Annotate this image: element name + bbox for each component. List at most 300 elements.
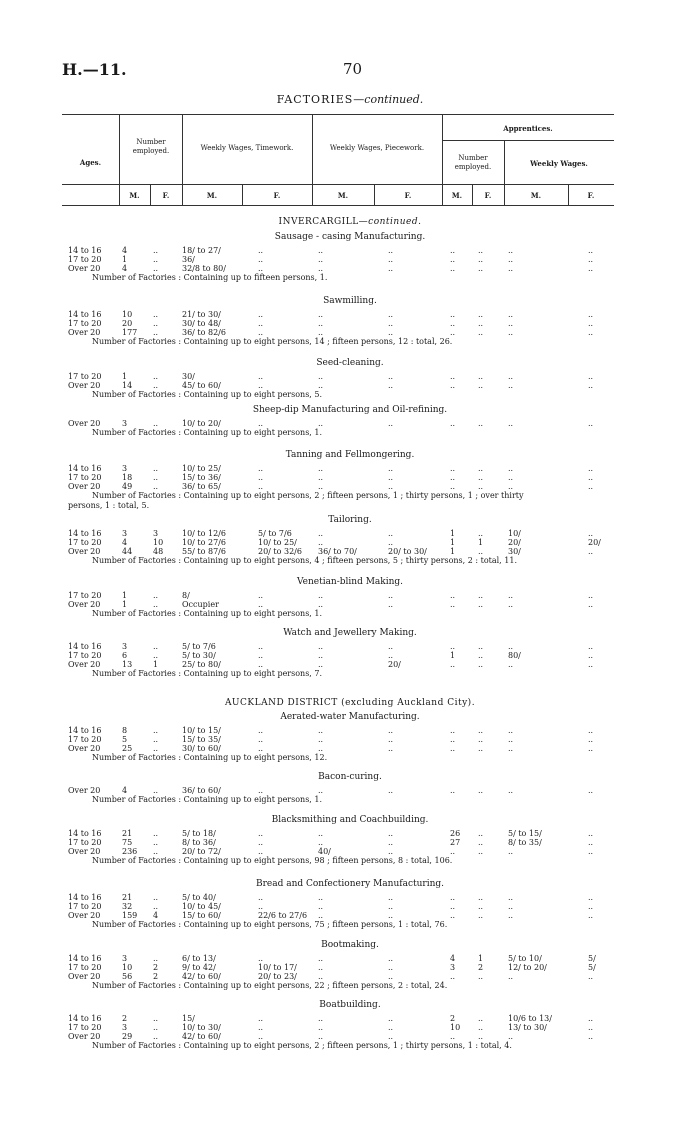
cell-timework-m: 30/ [182, 372, 195, 381]
cell-number-f: .. [153, 744, 159, 753]
cell-apprentice-wages-f: 20/ [588, 538, 601, 547]
cell-timework-m: 10/ to 20/ [182, 419, 221, 428]
cell-apprentice-number-f: .. [478, 786, 484, 795]
cell-number-m: 10 [122, 963, 133, 972]
cell-apprentice-wages-m: .. [508, 735, 514, 744]
cell-piecework-f: .. [388, 591, 394, 600]
cell-apprentice-number-f: .. [478, 255, 484, 264]
cell-timework-f: .. [258, 642, 264, 651]
cell-timework-m: 5/ to 18/ [182, 829, 216, 838]
factories-note: Number of Factories : Containing up to eight persons, 4 ; fifteen persons, 5 ; thirty persons, 2 : total, 11. [92, 556, 517, 565]
cell-apprentice-number-m: .. [450, 642, 456, 651]
cell-timework-m: 45/ to 60/ [182, 381, 221, 390]
cell-apprentice-wages-f: .. [588, 829, 594, 838]
cell-apprentice-wages-f: .. [588, 902, 594, 911]
cell-age: Over 20 [68, 744, 101, 753]
cell-timework-m: 55/ to 87/6 [182, 547, 226, 556]
cell-number-f: .. [153, 902, 159, 911]
table-row [0, 319, 700, 328]
cell-apprentice-wages-f: 5/ [588, 954, 596, 963]
section-title: Tailoring. [328, 515, 372, 525]
cell-number-m: 10 [122, 310, 133, 319]
cell-timework-f: .. [258, 651, 264, 660]
cell-piecework-f: .. [388, 419, 394, 428]
cell-timework-m: 10/ to 12/6 [182, 529, 226, 538]
cell-age: 17 to 20 [68, 838, 102, 847]
factories-note: Number of Factories : Containing up to eight persons, 14 ; fifteen persons, 12 : total, 26. [92, 337, 453, 346]
cell-age: Over 20 [68, 911, 101, 920]
cell-apprentice-number-f: .. [478, 838, 484, 847]
cell-apprentice-wages-m: .. [508, 744, 514, 753]
cell-apprentice-number-f: .. [478, 310, 484, 319]
cell-piecework-m: .. [318, 328, 324, 337]
cell-timework-f: 5/ to 7/6 [258, 529, 292, 538]
cell-timework-f: .. [258, 660, 264, 669]
cell-apprentice-wages-m: .. [508, 319, 514, 328]
cell-apprentice-wages-f: .. [588, 529, 594, 538]
cell-timework-m: 30/ to 60/ [182, 744, 221, 753]
cell-apprentice-wages-m: .. [508, 372, 514, 381]
cell-timework-f: .. [258, 328, 264, 337]
cell-number-m: 20 [122, 319, 133, 328]
cell-piecework-m: .. [318, 838, 324, 847]
cell-apprentice-wages-m: .. [508, 660, 514, 669]
sheet-title-cont: —continued. [353, 93, 424, 106]
section-title: Seed-cleaning. [316, 358, 384, 368]
table-row [0, 464, 700, 473]
cell-apprentice-number-m: 3 [450, 963, 456, 972]
cell-apprentice-number-f: .. [478, 1014, 484, 1023]
cell-apprentice-number-m: 27 [450, 838, 461, 847]
cell-timework-f: .. [258, 829, 264, 838]
page-id: H.—11. [62, 60, 127, 79]
cell-apprentice-number-f: .. [478, 829, 484, 838]
cell-piecework-m: 36/ to 70/ [318, 547, 357, 556]
cell-apprentice-number-m: 4 [450, 954, 456, 963]
cell-apprentice-number-f: .. [478, 651, 484, 660]
cell-apprentice-wages-f: .. [588, 911, 594, 920]
cell-piecework-f: .. [388, 1023, 394, 1032]
table-row [0, 829, 700, 838]
cell-number-f: .. [153, 264, 159, 273]
cell-timework-m: 5/ to 40/ [182, 893, 216, 902]
cell-piecework-m: .. [318, 726, 324, 735]
table-row [0, 735, 700, 744]
cell-number-f: .. [153, 838, 159, 847]
cell-apprentice-number-m: .. [450, 328, 456, 337]
cell-apprentice-number-m: .. [450, 381, 456, 390]
factories-note: Number of Factories : Containing up to eight persons, 12. [92, 753, 328, 762]
cell-timework-m: 5/ to 30/ [182, 651, 216, 660]
cell-timework-m: 20/ to 72/ [182, 847, 221, 856]
factories-note: Number of Factories : Containing up to fifteen persons, 1. [92, 273, 328, 282]
cell-apprentice-wages-m: 5/ to 10/ [508, 954, 542, 963]
table-row [0, 600, 700, 609]
cell-apprentice-wages-f: 5/ [588, 963, 596, 972]
cell-piecework-f: .. [388, 310, 394, 319]
cell-timework-f: .. [258, 464, 264, 473]
cell-number-f: .. [153, 381, 159, 390]
cell-number-f: .. [153, 473, 159, 482]
cell-timework-f: .. [258, 246, 264, 255]
cell-age: Over 20 [68, 264, 101, 273]
cell-number-f: .. [153, 893, 159, 902]
cell-apprentice-wages-f: .. [588, 1023, 594, 1032]
cell-timework-f: .. [258, 255, 264, 264]
cell-timework-f: .. [258, 954, 264, 963]
cell-apprentice-wages-m: .. [508, 328, 514, 337]
cell-apprentice-wages-m: .. [508, 246, 514, 255]
cell-number-m: 159 [122, 911, 138, 920]
cell-piecework-f: .. [388, 744, 394, 753]
cell-age: 17 to 20 [68, 591, 102, 600]
cell-number-m: 3 [122, 642, 128, 651]
col-apprentices: Apprentices. [503, 124, 553, 133]
cell-age: 14 to 16 [68, 310, 102, 319]
cell-piecework-m: .. [318, 538, 324, 547]
cell-age: Over 20 [68, 1032, 101, 1041]
cell-piecework-f: .. [388, 902, 394, 911]
cell-age: 14 to 16 [68, 726, 102, 735]
cell-apprentice-wages-f: .. [588, 786, 594, 795]
cell-timework-m: 10/ to 15/ [182, 726, 221, 735]
cell-apprentice-wages-f: .. [588, 660, 594, 669]
table-row [0, 255, 700, 264]
cell-apprentice-number-f: 1 [478, 538, 484, 547]
cell-piecework-m: .. [318, 893, 324, 902]
cell-apprentice-wages-m: 5/ to 15/ [508, 829, 542, 838]
cell-number-m: 44 [122, 547, 133, 556]
cell-piecework-m: .. [318, 264, 324, 273]
cell-timework-m: 10/ to 25/ [182, 464, 221, 473]
cell-number-m: 1 [122, 591, 128, 600]
cell-apprentice-number-m: 10 [450, 1023, 461, 1032]
cell-piecework-m: .. [318, 319, 324, 328]
cell-piecework-f: .. [388, 482, 394, 491]
cell-number-f: .. [153, 1023, 159, 1032]
cell-timework-m: 6/ to 13/ [182, 954, 216, 963]
cell-number-f: .. [153, 319, 159, 328]
cell-number-f: .. [153, 464, 159, 473]
cell-apprentice-number-f: .. [478, 1032, 484, 1041]
cell-number-f: .. [153, 642, 159, 651]
cell-age: 14 to 16 [68, 1014, 102, 1023]
cell-piecework-m: .. [318, 372, 324, 381]
cell-apprentice-number-f: .. [478, 660, 484, 669]
cell-piecework-m: .. [318, 473, 324, 482]
cell-apprentice-number-m: .. [450, 972, 456, 981]
district-cont: —continued. [358, 217, 422, 227]
cell-piecework-m: .. [318, 954, 324, 963]
sheet-title [0, 93, 700, 106]
cell-number-f: .. [153, 829, 159, 838]
cell-apprentice-number-f: .. [478, 911, 484, 920]
cell-piecework-f: .. [388, 651, 394, 660]
sub-f: F. [484, 191, 492, 200]
cell-apprentice-wages-m: 8/ to 35/ [508, 838, 542, 847]
table-row [0, 372, 700, 381]
section-title: Blacksmithing and Coachbuilding. [271, 815, 429, 825]
table-row [0, 838, 700, 847]
table-row [0, 419, 700, 428]
cell-age: 17 to 20 [68, 902, 102, 911]
table-row [0, 538, 700, 547]
cell-apprentice-wages-f: .. [588, 482, 594, 491]
cell-apprentice-number-m: .. [450, 310, 456, 319]
table-row [0, 310, 700, 319]
cell-age: 17 to 20 [68, 255, 102, 264]
cell-piecework-m: .. [318, 381, 324, 390]
cell-apprentice-wages-f: .. [588, 246, 594, 255]
cell-piecework-f: .. [388, 1032, 394, 1041]
sub-f: F. [162, 191, 170, 200]
cell-timework-f: .. [258, 1032, 264, 1041]
col-ages: Ages. [79, 158, 102, 167]
cell-number-m: 4 [122, 538, 128, 547]
cell-apprentice-number-m: 26 [450, 829, 461, 838]
district-heading [0, 217, 700, 227]
cell-number-m: 2 [122, 1014, 128, 1023]
cell-apprentice-number-f: .. [478, 529, 484, 538]
factories-note-continued: persons, 1 : total, 5. [68, 501, 150, 510]
cell-apprentice-wages-f: .. [588, 328, 594, 337]
factories-note: Number of Factories : Containing up to eight persons, 2 ; fifteen persons, 1 ; thirty persons, 1 : total, 4. [92, 1041, 512, 1050]
cell-number-f: 2 [153, 963, 159, 972]
district-heading: AUCKLAND DISTRICT (excluding Auckland City). [224, 698, 476, 708]
cell-timework-m: 8/ [182, 591, 190, 600]
cell-number-m: 177 [122, 328, 138, 337]
cell-apprentice-number-m: .. [450, 1032, 456, 1041]
cell-piecework-m: .. [318, 419, 324, 428]
cell-piecework-m: .. [318, 911, 324, 920]
cell-number-m: 32 [122, 902, 133, 911]
cell-piecework-m: .. [318, 829, 324, 838]
cell-age: Over 20 [68, 381, 101, 390]
cell-apprentice-wages-f: .. [588, 893, 594, 902]
cell-apprentice-wages-f: .. [588, 264, 594, 273]
cell-piecework-m: .. [318, 591, 324, 600]
cell-apprentice-wages-m: .. [508, 419, 514, 428]
cell-apprentice-number-m: 2 [450, 1014, 456, 1023]
cell-apprentice-wages-m: 12/ to 20/ [508, 963, 547, 972]
cell-apprentice-wages-m: .. [508, 473, 514, 482]
cell-timework-f: .. [258, 786, 264, 795]
cell-apprentice-wages-m: 13/ to 30/ [508, 1023, 547, 1032]
cell-piecework-m: .. [318, 651, 324, 660]
cell-timework-f: .. [258, 1014, 264, 1023]
cell-apprentice-wages-f: .. [588, 642, 594, 651]
cell-apprentice-number-m: .. [450, 464, 456, 473]
cell-number-f: .. [153, 246, 159, 255]
cell-apprentice-wages-f: .. [588, 473, 594, 482]
cell-apprentice-number-m: .. [450, 246, 456, 255]
table-row [0, 246, 700, 255]
cell-piecework-f: .. [388, 726, 394, 735]
cell-apprentice-number-m: .. [450, 473, 456, 482]
cell-timework-m: 10/ to 27/6 [182, 538, 226, 547]
factories-note: Number of Factories : Containing up to eight persons, 1. [92, 428, 323, 437]
table-row [0, 902, 700, 911]
col-number-employed: Number employed. [132, 138, 170, 155]
table-row [0, 972, 700, 981]
cell-apprentice-number-f: .. [478, 464, 484, 473]
cell-number-m: 3 [122, 1023, 128, 1032]
cell-timework-m: 42/ to 60/ [182, 972, 221, 981]
cell-timework-f: .. [258, 264, 264, 273]
cell-number-f: 3 [153, 529, 159, 538]
sub-f: F. [273, 191, 281, 200]
cell-piecework-m: .. [318, 464, 324, 473]
cell-piecework-f: .. [388, 893, 394, 902]
cell-apprentice-number-f: .. [478, 642, 484, 651]
cell-age: Over 20 [68, 482, 101, 491]
cell-timework-m: 36/ to 60/ [182, 786, 221, 795]
section-title: Tanning and Fellmongering. [285, 450, 415, 460]
cell-timework-m: 15/ to 35/ [182, 735, 221, 744]
cell-piecework-f: .. [388, 786, 394, 795]
cell-age: 17 to 20 [68, 538, 102, 547]
cell-age: Over 20 [68, 972, 101, 981]
cell-piecework-f: .. [388, 246, 394, 255]
cell-number-f: .. [153, 482, 159, 491]
cell-number-f: .. [153, 847, 159, 856]
cell-timework-f: 10/ to 17/ [258, 963, 297, 972]
cell-apprentice-wages-f: .. [588, 419, 594, 428]
sub-m: M. [451, 191, 463, 200]
cell-age: Over 20 [68, 547, 101, 556]
section-title: Sheep-dip Manufacturing and Oil-refining. [252, 405, 448, 415]
table-row [0, 473, 700, 482]
cell-apprentice-wages-m: .. [508, 972, 514, 981]
cell-timework-f: .. [258, 591, 264, 600]
cell-age: 17 to 20 [68, 651, 102, 660]
cell-timework-m: 36/ [182, 255, 195, 264]
cell-piecework-f: .. [388, 264, 394, 273]
cell-piecework-f: .. [388, 538, 394, 547]
cell-piecework-m: .. [318, 735, 324, 744]
cell-apprentice-wages-f: .. [588, 1032, 594, 1041]
col-weekly-piecework: Weekly Wages, Piecework. [329, 144, 425, 152]
cell-apprentice-number-f: .. [478, 264, 484, 273]
cell-piecework-f: .. [388, 255, 394, 264]
section-title: Boatbuilding. [319, 1000, 381, 1010]
cell-timework-m: 30/ to 48/ [182, 319, 221, 328]
cell-number-m: 75 [122, 838, 133, 847]
cell-apprentice-wages-m: .. [508, 255, 514, 264]
cell-apprentice-number-m: .. [450, 264, 456, 273]
cell-piecework-m: .. [318, 902, 324, 911]
table-row [0, 847, 700, 856]
factories-note: Number of Factories : Containing up to eight persons, 22 ; fifteen persons, 2 : total, 24. [92, 981, 448, 990]
cell-age: Over 20 [68, 419, 101, 428]
cell-piecework-m: .. [318, 1014, 324, 1023]
factories-note: Number of Factories : Containing up to eight persons, 2 ; fifteen persons, 1 ; thirty persons, 1 ; over thirty [92, 491, 524, 500]
cell-number-m: 18 [122, 473, 133, 482]
cell-apprentice-number-m: .. [450, 419, 456, 428]
table-row [0, 726, 700, 735]
cell-piecework-m: .. [318, 1032, 324, 1041]
cell-apprentice-wages-m: .. [508, 847, 514, 856]
cell-apprentice-wages-f: .. [588, 726, 594, 735]
cell-timework-f: .. [258, 473, 264, 482]
table-row [0, 642, 700, 651]
cell-age: 14 to 16 [68, 464, 102, 473]
sub-f: F. [404, 191, 412, 200]
cell-apprentice-wages-f: .. [588, 255, 594, 264]
cell-number-f: .. [153, 726, 159, 735]
cell-apprentice-number-f: .. [478, 600, 484, 609]
sub-f: F. [587, 191, 595, 200]
cell-apprentice-wages-m: 10/6 to 13/ [508, 1014, 552, 1023]
cell-number-m: 13 [122, 660, 133, 669]
table-row [0, 963, 700, 972]
cell-timework-m: 10/ to 30/ [182, 1023, 221, 1032]
cell-piecework-f: 20/ [388, 660, 401, 669]
cell-number-f: 48 [153, 547, 164, 556]
table-row [0, 264, 700, 273]
cell-apprentice-number-f: .. [478, 1023, 484, 1032]
table-row [0, 547, 700, 556]
cell-number-f: .. [153, 1032, 159, 1041]
cell-apprentice-number-m: .. [450, 893, 456, 902]
cell-piecework-m: .. [318, 642, 324, 651]
cell-apprentice-wages-m: .. [508, 902, 514, 911]
factories-note: Number of Factories : Containing up to eight persons, 5. [92, 390, 323, 399]
cell-apprentice-number-m: 1 [450, 547, 456, 556]
cell-timework-f: .. [258, 1023, 264, 1032]
district-name: INVERCARGILL [278, 217, 359, 227]
cell-apprentice-number-m: 1 [450, 529, 456, 538]
cell-apprentice-number-f: .. [478, 482, 484, 491]
cell-piecework-m: 40/ [318, 847, 331, 856]
section-title: Sausage - casing Manufacturing. [274, 232, 426, 242]
sub-m: M. [206, 191, 218, 200]
cell-number-m: 29 [122, 1032, 133, 1041]
cell-apprentice-number-m: .. [450, 847, 456, 856]
sub-m: M. [530, 191, 542, 200]
cell-timework-f: .. [258, 372, 264, 381]
cell-timework-f: .. [258, 735, 264, 744]
cell-age: 17 to 20 [68, 1023, 102, 1032]
cell-number-f: 1 [153, 660, 159, 669]
cell-number-f: .. [153, 419, 159, 428]
cell-age: Over 20 [68, 847, 101, 856]
cell-timework-f: .. [258, 381, 264, 390]
cell-number-f: .. [153, 328, 159, 337]
cell-apprentice-number-m: .. [450, 660, 456, 669]
cell-piecework-f: .. [388, 1014, 394, 1023]
cell-apprentice-number-m: .. [450, 372, 456, 381]
cell-apprentice-number-m: .. [450, 600, 456, 609]
cell-age: 17 to 20 [68, 963, 102, 972]
cell-timework-f: .. [258, 310, 264, 319]
cell-number-f: .. [153, 735, 159, 744]
cell-apprentice-wages-f: .. [588, 735, 594, 744]
cell-apprentice-wages-f: .. [588, 381, 594, 390]
cell-piecework-f: .. [388, 972, 394, 981]
table-row [0, 744, 700, 753]
cell-piecework-f: .. [388, 735, 394, 744]
cell-apprentice-wages-f: .. [588, 600, 594, 609]
cell-apprentice-number-f: 2 [478, 963, 484, 972]
table-row [0, 954, 700, 963]
cell-timework-m: 42/ to 60/ [182, 1032, 221, 1041]
cell-apprentice-number-f: .. [478, 328, 484, 337]
cell-age: Over 20 [68, 660, 101, 669]
col-weekly-timework: Weekly Wages, Timework. [200, 144, 294, 152]
page-number: 70 [343, 60, 363, 78]
cell-apprentice-number-m: .. [450, 786, 456, 795]
